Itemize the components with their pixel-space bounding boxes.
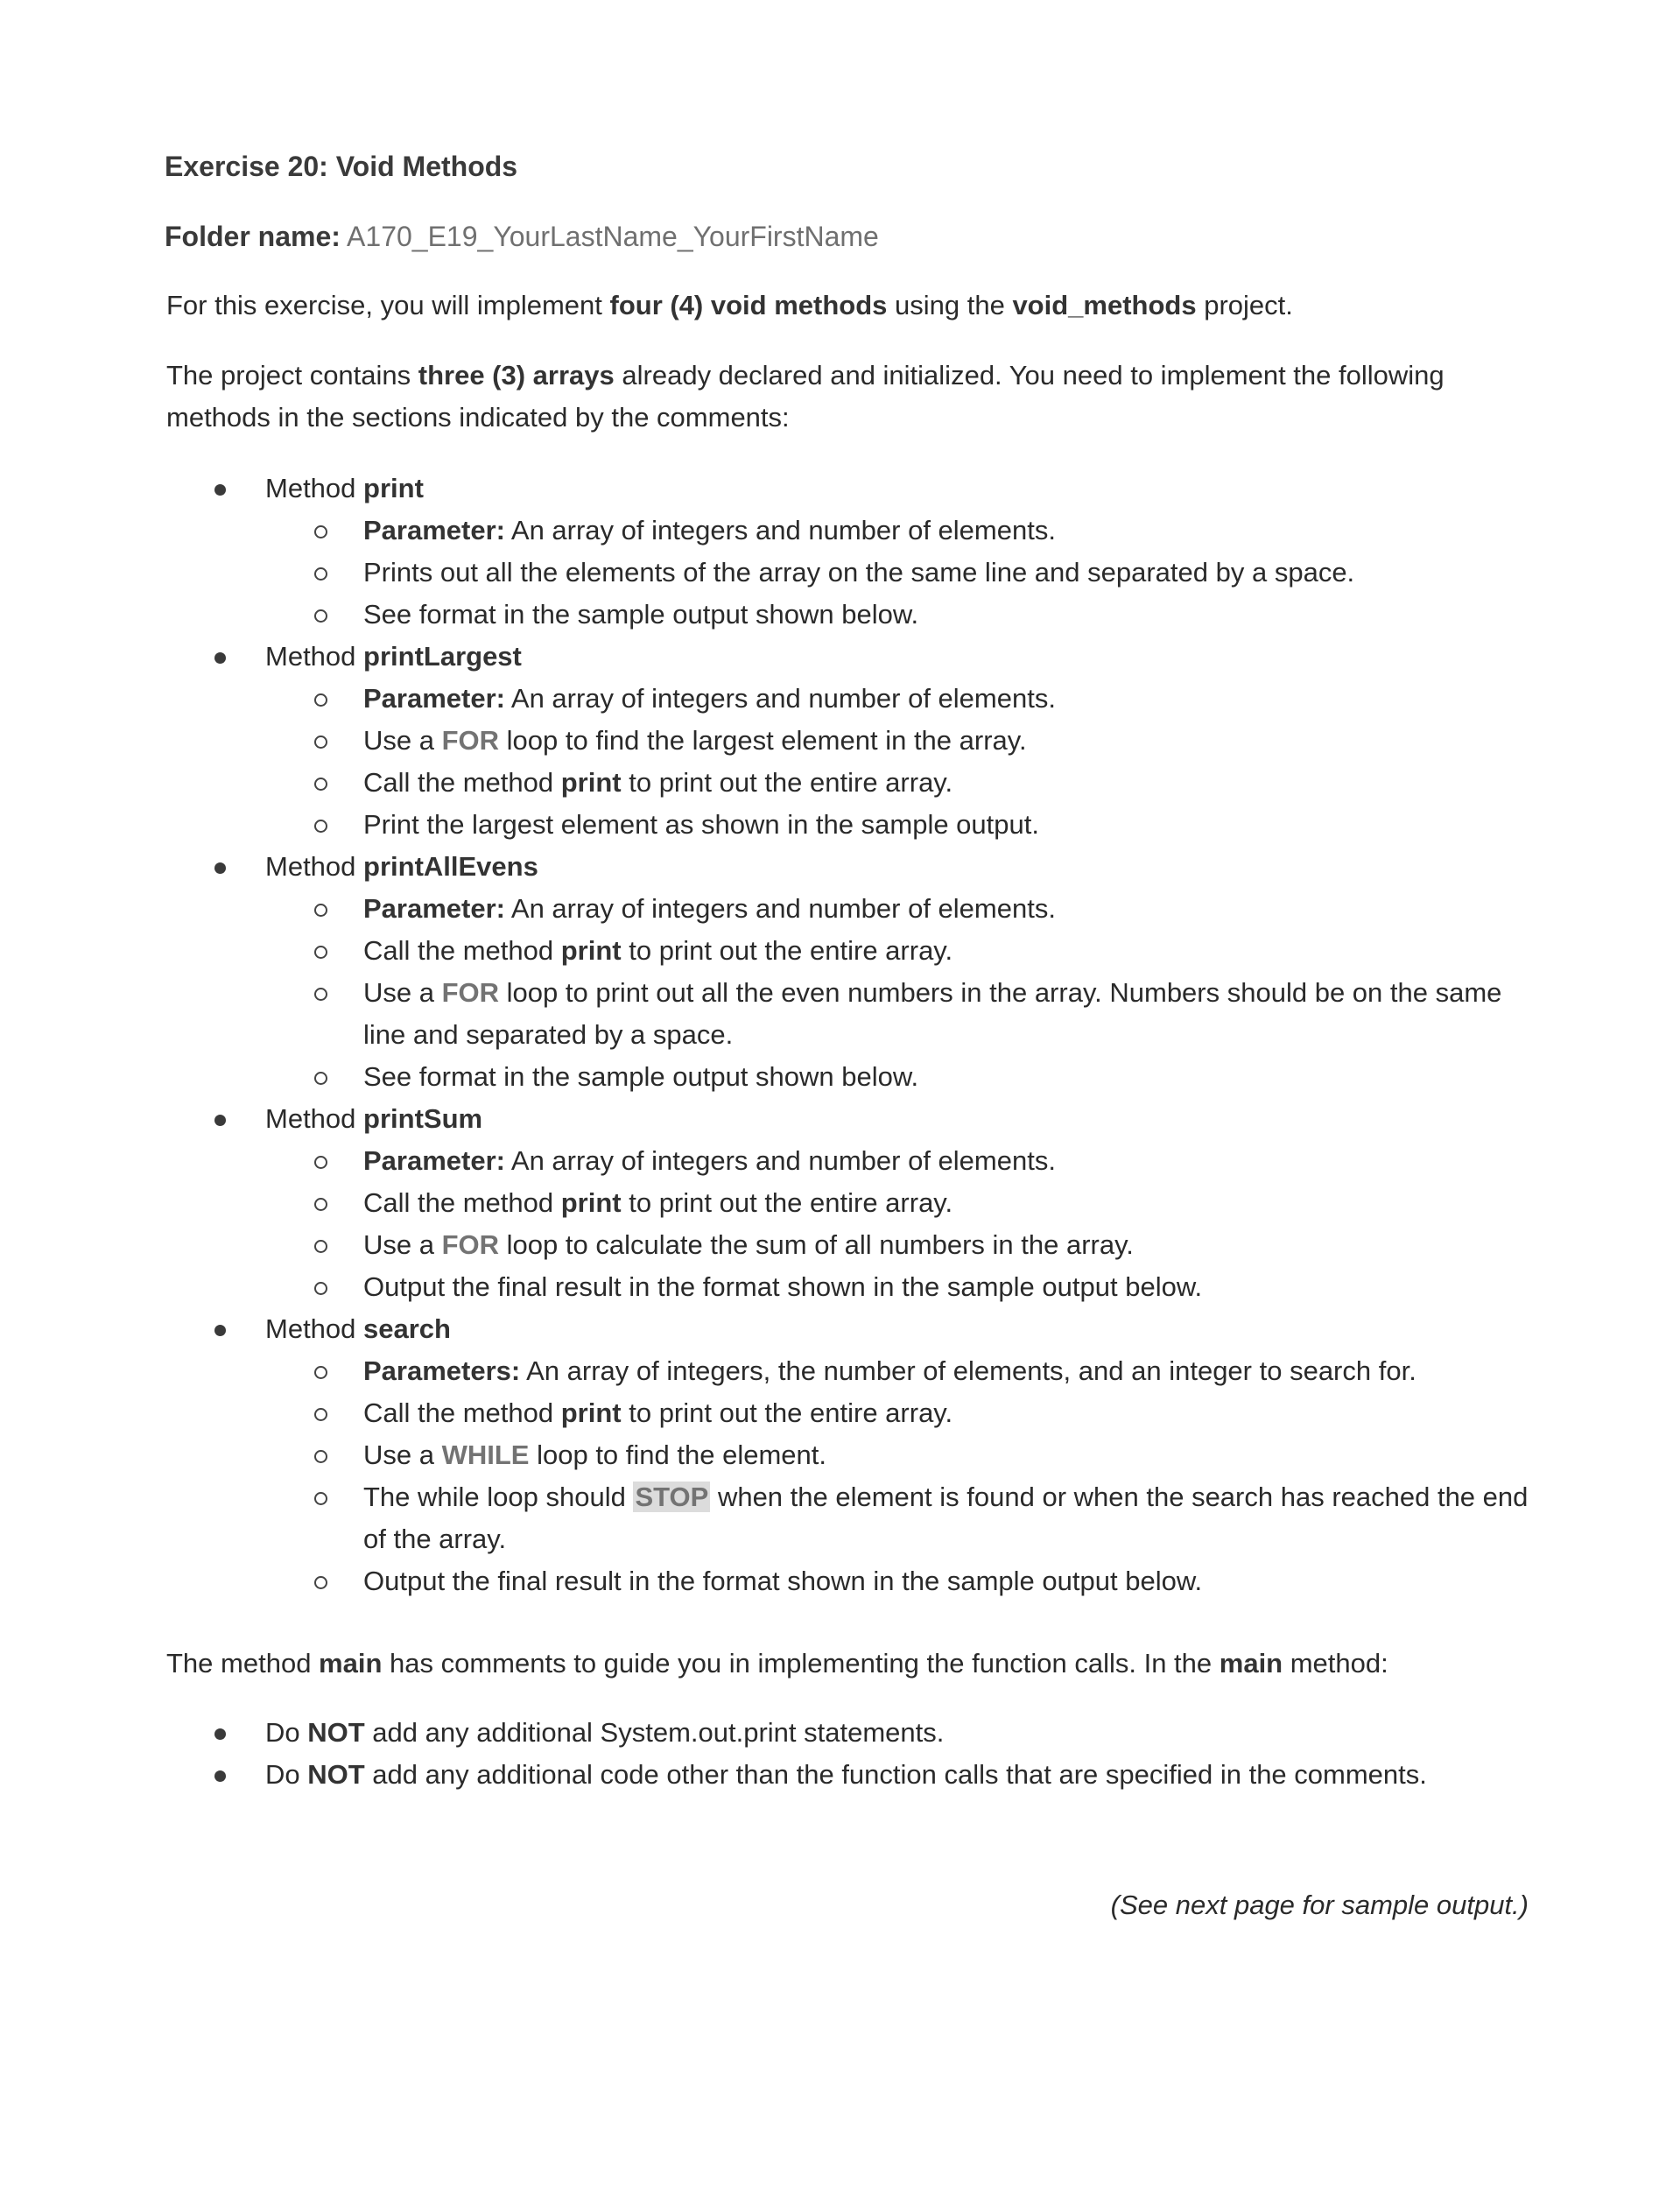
sub-bold: Parameter: bbox=[363, 683, 505, 714]
method-printlargest bbox=[166, 636, 1532, 846]
circle-bullet-icon bbox=[314, 693, 327, 707]
list-item bbox=[166, 1182, 1532, 1224]
sub-bold: print bbox=[560, 935, 622, 966]
rule-text: Do bbox=[265, 1759, 308, 1790]
main-method-paragraph bbox=[166, 1643, 1532, 1685]
circle-bullet-icon bbox=[314, 1576, 327, 1589]
sub-text: Call the method bbox=[363, 767, 561, 798]
sub-text: An array of integers and number of elements. bbox=[504, 515, 1056, 545]
folder-name-line bbox=[165, 221, 879, 253]
method-name: printSum bbox=[363, 1103, 483, 1134]
sub-text: Prints out all the elements of the array on the same line and separated by a space. bbox=[363, 557, 1355, 588]
project-text-2: already declared and initialized. You need to implement the following methods in the sections indicated by the comments: bbox=[166, 360, 1445, 433]
sub-text: Use a bbox=[363, 1439, 442, 1470]
main-text-1: The method bbox=[166, 1648, 320, 1679]
folder-label: Folder name: bbox=[165, 221, 341, 252]
intro-text-2: using the bbox=[887, 290, 1013, 320]
list-item bbox=[166, 1350, 1532, 1392]
list-item bbox=[166, 804, 1532, 846]
project-bold-1: three (3) arrays bbox=[418, 360, 615, 391]
sub-text: An array of integers and number of elements. bbox=[504, 893, 1056, 924]
circle-bullet-icon bbox=[314, 1366, 327, 1379]
list-item bbox=[166, 930, 1532, 972]
list-item bbox=[166, 762, 1532, 804]
keyword: FOR bbox=[441, 1229, 500, 1260]
bullet-icon bbox=[214, 652, 226, 664]
method-printsum-details bbox=[265, 1140, 1532, 1308]
sub-bold: print bbox=[560, 767, 622, 798]
circle-bullet-icon bbox=[314, 988, 327, 1001]
sub-text: Print the largest element as shown in the sample output. bbox=[363, 809, 1039, 840]
keyword: FOR bbox=[441, 725, 500, 756]
list-item bbox=[166, 1266, 1532, 1308]
sub-text: Call the method bbox=[363, 935, 561, 966]
main-bold-1: main bbox=[319, 1648, 383, 1679]
sub-text: See format in the sample output shown below. bbox=[363, 1061, 919, 1092]
sub-text: to print out the entire array. bbox=[621, 767, 953, 798]
list-item bbox=[166, 1712, 1532, 1754]
bullet-icon bbox=[214, 862, 226, 874]
sub-text: The while loop should bbox=[363, 1482, 634, 1512]
method-prefix: Method bbox=[265, 1313, 364, 1344]
list-item bbox=[166, 552, 1532, 594]
sub-text: An array of integers and number of elements. bbox=[504, 1145, 1056, 1176]
method-search-details bbox=[265, 1350, 1532, 1602]
sub-text: Output the final result in the format shown in the sample output below. bbox=[363, 1566, 1203, 1596]
sub-text: to print out the entire array. bbox=[621, 1187, 953, 1218]
rule-text: Do bbox=[265, 1717, 308, 1748]
sub-text: Output the final result in the format shown in the sample output below. bbox=[363, 1271, 1203, 1302]
sub-text: loop to find the largest element in the array. bbox=[499, 725, 1027, 756]
exercise-title: Exercise 20: Void Methods bbox=[165, 151, 518, 182]
rule-text: add any additional System.out.print statements. bbox=[364, 1717, 945, 1748]
circle-bullet-icon bbox=[314, 1198, 327, 1211]
list-item bbox=[166, 1434, 1532, 1476]
intro-paragraph bbox=[166, 285, 1532, 327]
circle-bullet-icon bbox=[314, 567, 327, 581]
intro-text-3: project. bbox=[1196, 290, 1293, 320]
project-paragraph bbox=[166, 355, 1532, 439]
list-item bbox=[166, 1476, 1532, 1560]
keyword: WHILE bbox=[441, 1439, 530, 1470]
list-item bbox=[166, 1224, 1532, 1266]
list-item bbox=[166, 1392, 1532, 1434]
sub-text: Use a bbox=[363, 725, 442, 756]
intro-bold-1: four (4) void methods bbox=[609, 290, 888, 320]
list-item bbox=[166, 1754, 1532, 1796]
rule-bold: NOT bbox=[307, 1717, 365, 1748]
circle-bullet-icon bbox=[314, 1408, 327, 1421]
sub-text: to print out the entire array. bbox=[621, 935, 953, 966]
sub-bold: Parameter: bbox=[363, 515, 505, 545]
highlighted-keyword: STOP bbox=[635, 1482, 709, 1512]
sub-text: Call the method bbox=[363, 1397, 561, 1428]
list-item bbox=[166, 510, 1532, 552]
method-prefix: Method bbox=[265, 1103, 364, 1134]
main-text-3: method: bbox=[1283, 1648, 1388, 1679]
list-item bbox=[166, 678, 1532, 720]
sub-text: Use a bbox=[363, 1229, 442, 1260]
sub-text: An array of integers and number of elements. bbox=[504, 683, 1056, 714]
main-text-2: has comments to guide you in implementing the function calls. In the bbox=[382, 1648, 1220, 1679]
sub-text: when the element is found or when the search has reached the end of the array. bbox=[363, 1482, 1529, 1554]
list-item bbox=[166, 1056, 1532, 1098]
circle-bullet-icon bbox=[314, 525, 327, 538]
method-prefix: Method bbox=[265, 851, 364, 882]
method-printallevens-details bbox=[265, 888, 1532, 1098]
circle-bullet-icon bbox=[314, 1156, 327, 1169]
circle-bullet-icon bbox=[314, 1072, 327, 1085]
bullet-icon bbox=[214, 1115, 226, 1126]
method-printlargest-details bbox=[265, 678, 1532, 846]
sub-text: loop to find the element. bbox=[529, 1439, 826, 1470]
bullet-icon bbox=[214, 1325, 226, 1336]
intro-text-1: For this exercise, you will implement bbox=[166, 290, 610, 320]
circle-bullet-icon bbox=[314, 1492, 327, 1505]
rule-bold: NOT bbox=[307, 1759, 365, 1790]
bullet-icon bbox=[214, 1728, 226, 1740]
circle-bullet-icon bbox=[314, 1450, 327, 1463]
method-printallevens bbox=[166, 846, 1532, 1098]
intro-bold-2: void_methods bbox=[1012, 290, 1197, 320]
method-search bbox=[166, 1308, 1532, 1602]
list-item bbox=[166, 1560, 1532, 1602]
bullet-icon bbox=[214, 1770, 226, 1782]
circle-bullet-icon bbox=[314, 736, 327, 749]
circle-bullet-icon bbox=[314, 1240, 327, 1253]
list-item bbox=[166, 594, 1532, 636]
sub-text: See format in the sample output shown below. bbox=[363, 599, 919, 630]
sub-bold: print bbox=[560, 1187, 622, 1218]
main-bold-2: main bbox=[1219, 1648, 1283, 1679]
circle-bullet-icon bbox=[314, 946, 327, 959]
method-prefix: Method bbox=[265, 641, 364, 672]
circle-bullet-icon bbox=[314, 609, 327, 623]
sub-text: loop to print out all the even numbers in the array. Numbers should be on the same line and separated by a space. bbox=[363, 977, 1502, 1050]
circle-bullet-icon bbox=[314, 1282, 327, 1295]
keyword: FOR bbox=[441, 977, 500, 1008]
method-print bbox=[166, 468, 1532, 636]
next-page-note: (See next page for sample output.) bbox=[1110, 1890, 1529, 1920]
sub-bold: Parameters: bbox=[363, 1355, 521, 1386]
sub-bold: Parameter: bbox=[363, 1145, 505, 1176]
rules-list bbox=[166, 1712, 1532, 1796]
sub-text: loop to calculate the sum of all numbers in the array. bbox=[499, 1229, 1134, 1260]
sub-text: to print out the entire array. bbox=[621, 1397, 953, 1428]
sub-bold: print bbox=[560, 1397, 622, 1428]
method-name: search bbox=[363, 1313, 451, 1344]
method-prefix: Method bbox=[265, 473, 364, 503]
sub-text: Use a bbox=[363, 977, 442, 1008]
method-name: printAllEvens bbox=[363, 851, 538, 882]
sub-text: Call the method bbox=[363, 1187, 561, 1218]
sub-text: An array of integers, the number of elements, and an integer to search for. bbox=[520, 1355, 1416, 1386]
list-item bbox=[166, 720, 1532, 762]
methods-list bbox=[166, 468, 1532, 1602]
method-name: print bbox=[363, 473, 424, 503]
bullet-icon bbox=[214, 484, 226, 496]
list-item bbox=[166, 972, 1532, 1056]
circle-bullet-icon bbox=[314, 778, 327, 791]
method-print-details bbox=[265, 510, 1532, 636]
rule-text: add any additional code other than the function calls that are specified in the comments. bbox=[364, 1759, 1427, 1790]
project-text-1: The project contains bbox=[166, 360, 418, 391]
list-item bbox=[166, 1140, 1532, 1182]
circle-bullet-icon bbox=[314, 904, 327, 917]
list-item bbox=[166, 888, 1532, 930]
method-printsum bbox=[166, 1098, 1532, 1308]
method-name: printLargest bbox=[363, 641, 522, 672]
circle-bullet-icon bbox=[314, 820, 327, 833]
sub-bold: Parameter: bbox=[363, 893, 505, 924]
folder-value: A170_E19_YourLastName_YourFirstName bbox=[347, 221, 879, 252]
